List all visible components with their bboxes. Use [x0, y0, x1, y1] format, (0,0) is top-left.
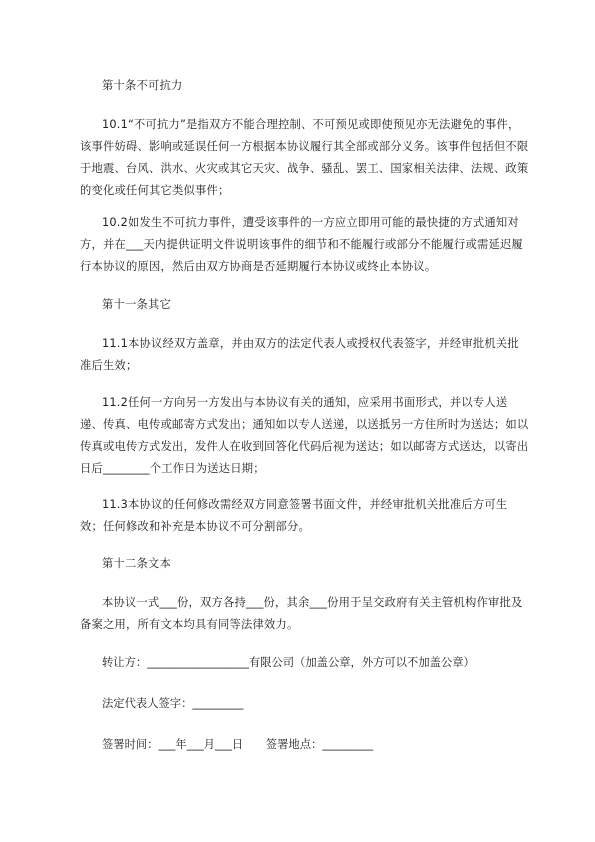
- signature-date-place: 签署时间：___年___月___日 签署地点：_________: [102, 738, 374, 751]
- clause-10-1: 10.1“不可抗力”是指双方不能合理控制、不可预见或即使预见亦无法避免的事件，该事件妨碍、影响或延误任何一方根据本协议履行其全部或部分义务。该事件包括但不限于地震、台风、洪水、火灾或其它天灾、战争、骚乱、罢工、国家相关法律、法规、政策的变化或任何其它类似事件；: [80, 118, 529, 197]
- clause-12: 本协议一式___份，双方各持___份，其余___份用于呈交政府有关主管机构作审批及备案之用，所有文本均具有同等法律效力。: [80, 596, 523, 631]
- signature-transferor: 转让方：__________________有限公司（加盖公章，外方可以不加盖公章）: [102, 656, 475, 669]
- clause-11-2: 11.2任何一方向另一方发出与本协议有关的通知，应采用书面形式，并以专人送递、传真、电传或邮寄方式发出；通知如以专人送递，以送抵另一方住所时为送达；如以传真或电传方式发出，发件人在收到回答化代码后视为送达；如以邮寄方式送达，以寄出日后________个工作日为送达日期；: [80, 396, 529, 475]
- signature-legal-rep: 法定代表人签字：_________: [102, 697, 244, 710]
- section-heading-force-majeure: 第十条不可抗力: [102, 79, 183, 92]
- section-heading-other: 第十一条其它: [102, 298, 171, 311]
- clause-10-2: 10.2如发生不可抗力事件，遭受该事件的一方应立即用可能的最快捷的方式通知对方，并在___天内提供证明文件说明该事件的细节和不能履行或部分不能履行或需延迟履行本协议的原因，然后由双方协商是否延期履行本协议或终止本协议。: [80, 216, 523, 273]
- clause-11-3: 11.3本协议的任何修改需经双方同意签署书面文件，并经审批机关批准后方可生效；任何修改和补充是本协议不可分割部分。: [80, 498, 508, 533]
- clause-11-1: 11.1本协议经双方盖章，并由双方的法定代表人或授权代表签字，并经审批机关批准后生效；: [80, 337, 519, 372]
- section-heading-text: 第十二条文本: [102, 557, 171, 570]
